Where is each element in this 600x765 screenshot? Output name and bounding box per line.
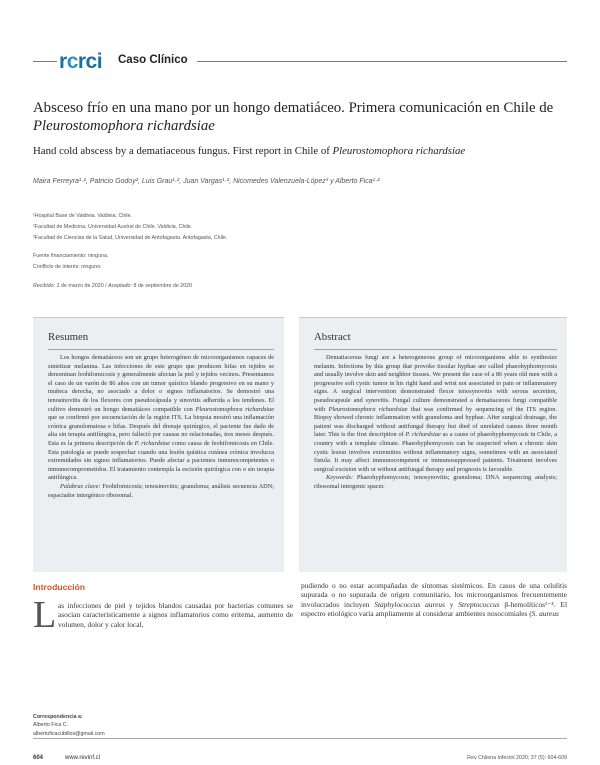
correspondence <box>33 713 105 738</box>
journal-logo <box>59 50 102 74</box>
header-rule-right <box>197 61 567 62</box>
resumen-keywords: Feohifomicosis; tenosinovitis; granuloma; análisis secuencia ADN; espaciador intergénico ribosomal. <box>48 482 274 499</box>
section-label: Caso Clínico <box>118 54 188 66</box>
intro-species-3: S. aureus <box>531 608 559 618</box>
intro-species-1: Staphylococcus aureus <box>374 599 445 609</box>
resumen-body <box>48 354 274 500</box>
correspondence-label: Correspondencia a: <box>33 714 83 720</box>
intro-species-2: Streptococcus <box>458 599 500 609</box>
title-es-species: Pleurostomophora richardsiae <box>33 118 215 134</box>
logo-mark: c <box>66 50 78 73</box>
footer-rule <box>33 738 567 739</box>
received-date: : 2 de marzo de 2020 / <box>53 283 109 289</box>
resumen-heading: Resumen <box>48 331 89 343</box>
resumen-box <box>33 317 284 572</box>
article-title-english <box>33 144 583 158</box>
resumen-species-2: P. richardsiae <box>134 439 170 447</box>
abstract-heading: Abstract <box>314 331 351 343</box>
received-label: Recibido <box>33 283 54 289</box>
affiliation-1: ¹Hospital Base de Valdivia. Valdivia, Chile. <box>33 213 133 219</box>
abstract-rule <box>314 349 557 350</box>
intro-col2-text-c: β-hemolíticos¹⁻⁴. El espectro etiológico varía ampliamente al considerar ambientes nosocomiales ( <box>301 599 567 618</box>
title-es-text: Absceso frío en una mano por un hongo dematiáceo. Primera comunicación en Chile de <box>33 100 554 116</box>
title-en-species: Pleurostomophora richardsiae <box>332 145 466 157</box>
intro-heading: Introducción <box>33 582 86 592</box>
abstract-text-2: that was confirmed by sequencing of the ITS region. Biopsy showed chronic inflammation with granuloma and hyphae. After surgical drainage, the patient was discharged without antifungal therapy but died of unrelated causes three month later. This is the first description of <box>314 405 557 439</box>
abstract-body <box>314 354 557 492</box>
affiliation-2: ²Facultad de Medicina, Universidad Austral de Chile. Valdivia, Chile. <box>33 224 193 230</box>
article-title-spanish <box>33 99 573 135</box>
correspondence-email[interactable]: albertoficacubillos@gmail.com <box>33 730 105 737</box>
accepted-date: : 8 de septiembre de 2020 <box>130 283 193 289</box>
header-rule-left <box>33 61 57 62</box>
logo-prefix: r <box>59 50 67 73</box>
abstract-text-1: Dematiaceous fungi are a heterogeneous group of microorganisms able to synthesize melanin. Infections by this group that provoke tissular hyphae are called phaeohyphomycosis and usually involve skin and neighbor tissues. We present the case of a 86 years old men with a progressive soft cystic tumor in his right hand and wrist not associated to pain or inflammatory signs. A surgical intervention demonstrated flexor tenosynovitis with serous secretion, pseudocapsule and synovitis. Fungal culture demonstrated a dematiaceous fungi compatible with <box>314 354 557 413</box>
page-number: 604 <box>33 755 44 761</box>
resumen-text-1: Los hongos dematiáceos son un grupo heterogéneo de microorganismos capaces de sintetizar melanina. Las infecciones de este grupo que producen hifas en tejidos se denominan feohifomicosis y generalmente afectan la piel y tejidos vecinos. Presentamos el caso de un varón de 86 años con un tumor quístico blando progresivo en su mano y muñeca derecha, no asociado a dolor o signos inflamatorios. Se demostró una tenosinovitis de los flexores con pseudocápsula y sinovitis adherida a los tendones. El cultivo demostró un hongo dematiáceo compatible con <box>48 354 274 413</box>
correspondence-name: Alberto Fica C. <box>33 722 69 729</box>
intro-dropcap: L <box>33 594 57 636</box>
resumen-text-2: que se confirmó por secuenciación de la región ITS. La biopsia mostró una inflamación crónica granulomatosa e hifas. Después del drenaje quirúrgico, el paciente fue dado de alta sin terapia antifúngica, pero falleció por causas no relacionadas, tres meses después. Esta es la primera descripción de <box>48 414 274 447</box>
abstract-species: Pleurostomophora richardsiae <box>328 405 408 413</box>
resumen-rule <box>48 349 274 350</box>
journal-url[interactable]: www.revinf.cl <box>65 755 101 761</box>
abstract-box <box>299 317 567 572</box>
journal-citation: Rev Chilena Infectol 2020; 37 (5): 604-609 <box>467 755 567 761</box>
title-en-text: Hand cold abscess by a dematiaceous fungus. First report in Chile of <box>33 145 333 157</box>
abstract-species-2: P. richardsiae <box>405 431 441 439</box>
intro-column-2 <box>301 581 567 618</box>
abstract-keywords: Phaeohyphomycosis; tenosynovitis; granuloma; DNA sequencing analysis; ribosomal intergenic spacer. <box>314 474 557 490</box>
resumen-species: Pleurostomophora richardsiae <box>195 405 274 413</box>
abstract-keywords-label: Keywords: <box>326 474 354 482</box>
author-list: Maira Ferreyra¹·², Patricio Godoy², Luis Grau¹·², Juan Vargas¹·², Nicomedes Valenzuela-López³ y Alberto Fica¹·² <box>33 178 380 185</box>
dates <box>33 283 192 289</box>
resumen-text-3: como causa de feohifomicosis en Chile. Esta patología se puede sospechar cuando una lesión quística cutánea crónica involucra extremidades sin signos inflamatorios. Puede afectar a pacientes inmunocompetentes o inmunocomprometidos. El tratamiento contempla la escisión quirúrgica con o sin terapia antifúngica. <box>48 439 274 482</box>
accepted-label: Aceptado <box>108 283 131 289</box>
abstract-text-3: as a cause of phaeohyphomycosis in Chile, a country with a template climate. Phaeohyphomycosis can be suspected when a chronic skin cystic lesion involves extremities without inflammatory signs, sometimes with an associated fistula. It may affect immunocompetent or immunosuppressed patients. Treatment involves surgical excision with or without antifungal therapy and prognosis is favorable. <box>314 431 558 473</box>
logo-suffix: rci <box>77 50 103 73</box>
intro-column-1: as infecciones de piel y tejidos blandos causadas por bacterias comunes se asocian característicamente a signos inflamatorios como eritema, aumento de volumen, dolor y calor local, <box>58 601 293 629</box>
intro-col2-text-a: pudiendo o no estar acompañadas de síntomas sistémicos. En casos de una celulitis supurada o no supurada de origen comunitario, los microorganismos frecuentemente involucrados incluyen <box>301 581 567 609</box>
affiliation-3: ³Facultad de Ciencias de la Salud, Universidad de Antofagasta. Antofagasta, Chile. <box>33 235 228 241</box>
conflict-note: Conflicto de interés: ninguno. <box>33 264 102 270</box>
resumen-keywords-label: Palabras clave: <box>60 482 101 490</box>
funding-note: Fuente financiamiento: ninguna. <box>33 253 109 259</box>
intro-col2-text-b: y <box>444 599 459 609</box>
